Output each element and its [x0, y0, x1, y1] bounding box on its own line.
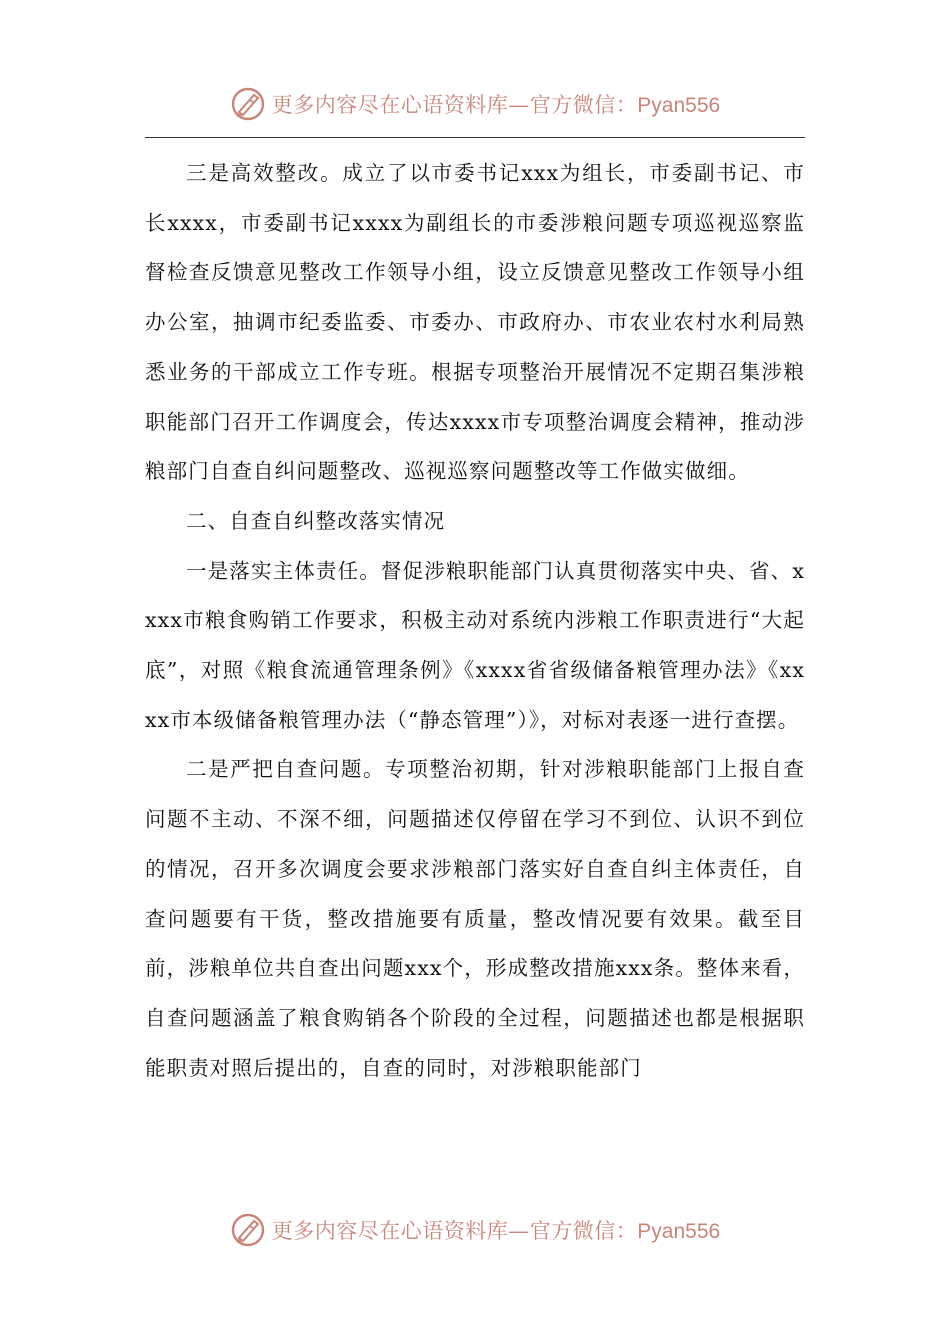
- section-heading: 二、自查自纠整改落实情况: [186, 508, 446, 533]
- paragraph-rectification: 三是高效整改。成立了以市委书记xxx为组长，市委副书记、市长xxxx，市委副书记xxxx为副组长的市委涉粮问题专项巡视巡察监督检查反馈意见整改工作领导小组，设立反馈意见整改工作领导小组办公室，抽调市纪委监委、市委办、市政府办、市农业农村水利局熟悉业务的干部成立工作专班。根据专项整治开展情况不定期召集涉粮职能部门召开工作调度会，传达xxxx市专项整治调度会精神，推动涉粮部门自查自纠问题整改、巡视巡察问题整改等工作做实做细。: [145, 161, 805, 484]
- header-banner: [0, 82, 950, 126]
- pen-logo-icon: [230, 1212, 266, 1248]
- paragraph-self-check: 二是严把自查问题。专项整治初期，针对涉粮职能部门上报自查问题不主动、不深不细，问题描述仅停留在学习不到位、认识不到位的情况，召开多次调度会要求涉粮部门落实好自查自纠主体责任，自查问题要有干货，整改措施要有质量，整改情况要有效果。截至目前，涉粮单位共自查出问题xxx个，形成整改措施xxx条。整体来看，自查问题涵盖了粮食购销各个阶段的全过程，问题描述也都是根据职能职责对照后提出的，自查的同时，对涉粮职能部门: [145, 757, 805, 1080]
- paragraph-responsibility: 一是落实主体责任。督促涉粮职能部门认真贯彻落实中央、省、xxxx市粮食购销工作要求，积极主动对系统内涉粮工作职责进行“大起底”，对照《粮食流通管理条例》《xxxx省省级储备粮管理办法》《xxxx市本级储备粮管理办法（“静态管理”）》，对标对表逐一进行查摆。: [145, 558, 805, 732]
- header-divider: [145, 137, 805, 138]
- footer-banner-text: 更多内容尽在心语资料库—官方微信：Pyan556: [271, 1219, 721, 1243]
- document-body: [145, 149, 805, 1093]
- header-wechat-id: Pyan556: [637, 94, 721, 117]
- header-banner-text: 更多内容尽在心语资料库—官方微信：Pyan556: [271, 93, 721, 117]
- footer-wechat-id: Pyan556: [637, 1220, 721, 1243]
- footer-banner: [0, 1208, 950, 1252]
- pen-logo-icon: [230, 86, 266, 122]
